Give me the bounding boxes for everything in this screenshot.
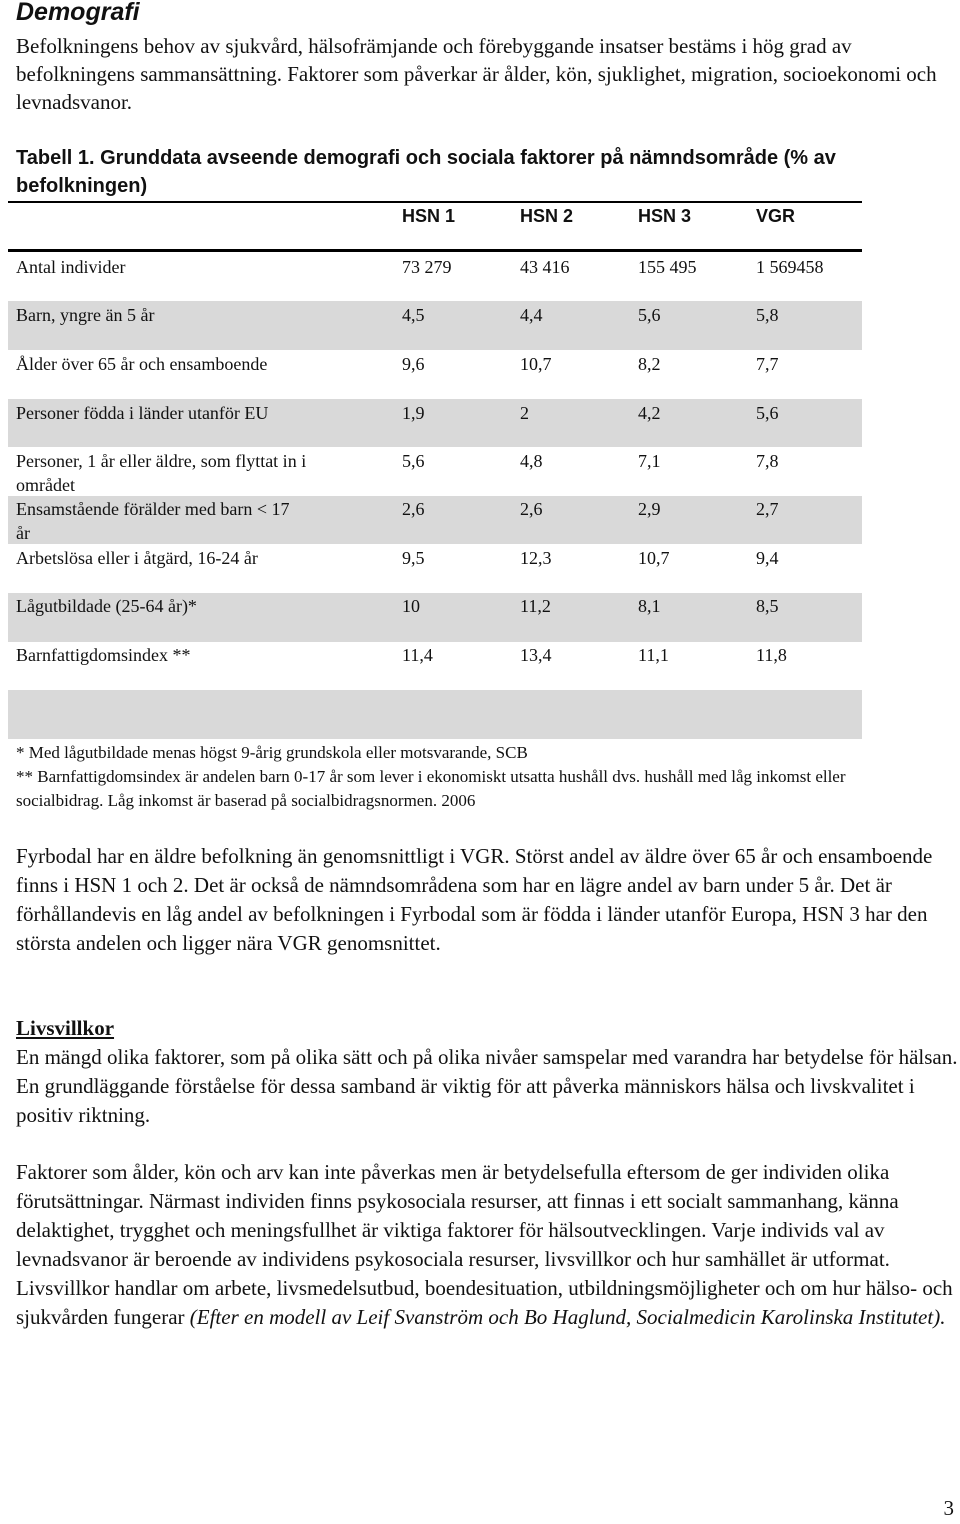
column-header-hsn3: HSN 3 bbox=[638, 206, 692, 226]
cell-hsn3: 8,1 bbox=[638, 596, 661, 616]
table-caption: Tabell 1. Grunddata avseende demografi och sociala faktorer på nämndsområde (% av befolkningen) bbox=[16, 147, 836, 197]
paragraph-demographics-summary: Fyrbodal har en äldre befolkning än genomsnittligt i VGR. Störst andel av äldre över 65 år och ensamboende finns i HSN 1 och 2. Det är också de nämndsområdena som har en lägre andel av barn under 5 år. Det är förhållandevis en låg andel av befolkningen i Fyrbodal som är födda i länder utanför Europa, HSN 3 har den största andelen och ligger nära VGR genomsnittet. bbox=[16, 844, 933, 955]
paragraph-factors bbox=[16, 1158, 960, 1332]
cell-hsn2: 10,7 bbox=[520, 354, 552, 374]
cell-hsn3: 5,6 bbox=[638, 305, 661, 325]
cell-hsn3: 8,2 bbox=[638, 354, 661, 374]
cell-hsn3: 7,1 bbox=[638, 451, 661, 471]
cell-hsn1: 1,9 bbox=[402, 403, 425, 423]
row-label: Arbetslösa eller i åtgärd, 16-24 år bbox=[16, 548, 258, 568]
cell-vgr: 1 569458 bbox=[756, 257, 824, 277]
table-row bbox=[8, 496, 862, 544]
cell-vgr: 8,5 bbox=[756, 596, 779, 616]
cell-vgr: 5,8 bbox=[756, 305, 779, 325]
footnote-child-poverty: ** Barnfattigdomsindex är andelen barn 0-17 år som lever i ekonomiskt utsatta hushåll dvs. hushåll med låg inkomst eller socialbidrag. Låg inkomst är baserad på socialbidragsnormen. 2006 bbox=[16, 767, 846, 810]
cell-vgr: 2,7 bbox=[756, 499, 779, 519]
cell-hsn2: 2,6 bbox=[520, 499, 543, 519]
cell-hsn2: 4,4 bbox=[520, 305, 543, 325]
table-row bbox=[8, 447, 862, 496]
cell-vgr: 9,4 bbox=[756, 548, 779, 568]
subheading-livsvillkor: Livsvillkor bbox=[16, 1016, 115, 1040]
column-header-hsn2: HSN 2 bbox=[520, 206, 574, 226]
intro-paragraph: Befolkningens behov av sjukvård, hälsofrämjande och förebyggande insatser bestäms i hög grad av befolkningens sammansättning. Faktorer som påverkar är ålder, kön, sjuklighet, migration, socioekonomi och levnadsvanor. bbox=[16, 34, 937, 114]
row-label: Antal individer bbox=[16, 257, 126, 277]
cell-vgr: 5,6 bbox=[756, 403, 779, 423]
row-label: Barnfattigdomsindex ** bbox=[16, 645, 191, 665]
row-label: Barn, yngre än 5 år bbox=[16, 305, 155, 325]
row-label: Ålder över 65 år och ensamboende bbox=[16, 354, 268, 374]
cell-vgr: 7,8 bbox=[756, 451, 779, 471]
cell-hsn2: 13,4 bbox=[520, 645, 552, 665]
cell-hsn2: 2 bbox=[520, 403, 529, 423]
cell-hsn1: 10 bbox=[402, 596, 420, 616]
footnote-low-education: * Med lågutbildade menas högst 9-årig grundskola eller motsvarande, SCB bbox=[16, 743, 528, 762]
cell-vgr: 7,7 bbox=[756, 354, 779, 374]
cell-vgr: 11,8 bbox=[756, 645, 787, 665]
cell-hsn1: 5,6 bbox=[402, 451, 425, 471]
table-header-rule bbox=[8, 249, 862, 252]
table-top-rule bbox=[8, 201, 862, 203]
cell-hsn2: 43 416 bbox=[520, 257, 570, 277]
cell-hsn3: 10,7 bbox=[638, 548, 670, 568]
cell-hsn2: 11,2 bbox=[520, 596, 551, 616]
table-row bbox=[8, 399, 862, 447]
table-empty-row bbox=[8, 690, 862, 739]
table-row bbox=[8, 301, 862, 350]
cell-hsn3: 11,1 bbox=[638, 645, 669, 665]
table-row bbox=[8, 350, 862, 399]
cell-hsn1: 9,5 bbox=[402, 548, 425, 568]
cell-hsn3: 4,2 bbox=[638, 403, 661, 423]
table-row bbox=[8, 253, 862, 301]
paragraph-factors-text: Faktorer som ålder, kön och arv kan inte påverkas men är betydelsefulla eftersom de ger individen olika förutsättningar. Närmast individen finns psykosociala resurser, att finnas i ett socialt sammanhang, känna delaktighet, trygghet och meningsfullhet är viktiga faktorer för hälsoutvecklingen. Varje individs val av levnadsvanor är beroende av individens psykosociala resurser, livsvillkor och hur samhället är utformat. Livsvillkor handlar om arbete, livsmedelsutbud, boendesituation, utbildningsmöjligheter och om hur hälso- och sjukvården fungerar bbox=[16, 1160, 953, 1329]
table-row bbox=[8, 593, 862, 642]
cell-hsn1: 4,5 bbox=[402, 305, 425, 325]
table-row bbox=[8, 544, 862, 593]
table-row bbox=[8, 642, 862, 690]
column-header-vgr: VGR bbox=[756, 206, 796, 226]
section-title: Demografi bbox=[16, 0, 140, 26]
page-number: 3 bbox=[943, 1496, 954, 1520]
row-label: Personer födda i länder utanför EU bbox=[16, 403, 269, 423]
cell-hsn3: 2,9 bbox=[638, 499, 661, 519]
cell-hsn3: 155 495 bbox=[638, 257, 697, 277]
citation: (Efter en modell av Leif Svanström och Bo Haglund, Socialmedicin Karolinska Institutet). bbox=[189, 1305, 946, 1329]
row-label: Personer, 1 år eller äldre, som flyttat in i området bbox=[16, 451, 307, 495]
cell-hsn1: 11,4 bbox=[402, 645, 433, 665]
cell-hsn1: 73 279 bbox=[402, 257, 452, 277]
row-label: Lågutbildade (25-64 år)* bbox=[16, 596, 197, 616]
footnotes bbox=[16, 741, 936, 813]
row-label: Ensamstående förälder med barn < 17 år bbox=[16, 499, 290, 543]
cell-hsn2: 4,8 bbox=[520, 451, 543, 471]
cell-hsn2: 12,3 bbox=[520, 548, 552, 568]
column-header-hsn1: HSN 1 bbox=[402, 206, 456, 226]
cell-hsn1: 2,6 bbox=[402, 499, 425, 519]
cell-hsn1: 9,6 bbox=[402, 354, 425, 374]
paragraph-livsvillkor-intro: En mängd olika faktorer, som på olika sätt och på olika nivåer samspelar med varandra har betydelse för hälsan. En grundläggande förståelse för dessa samband är viktig för att påverka människors hälsa och livskvalitet i positiv riktning. bbox=[16, 1045, 958, 1127]
